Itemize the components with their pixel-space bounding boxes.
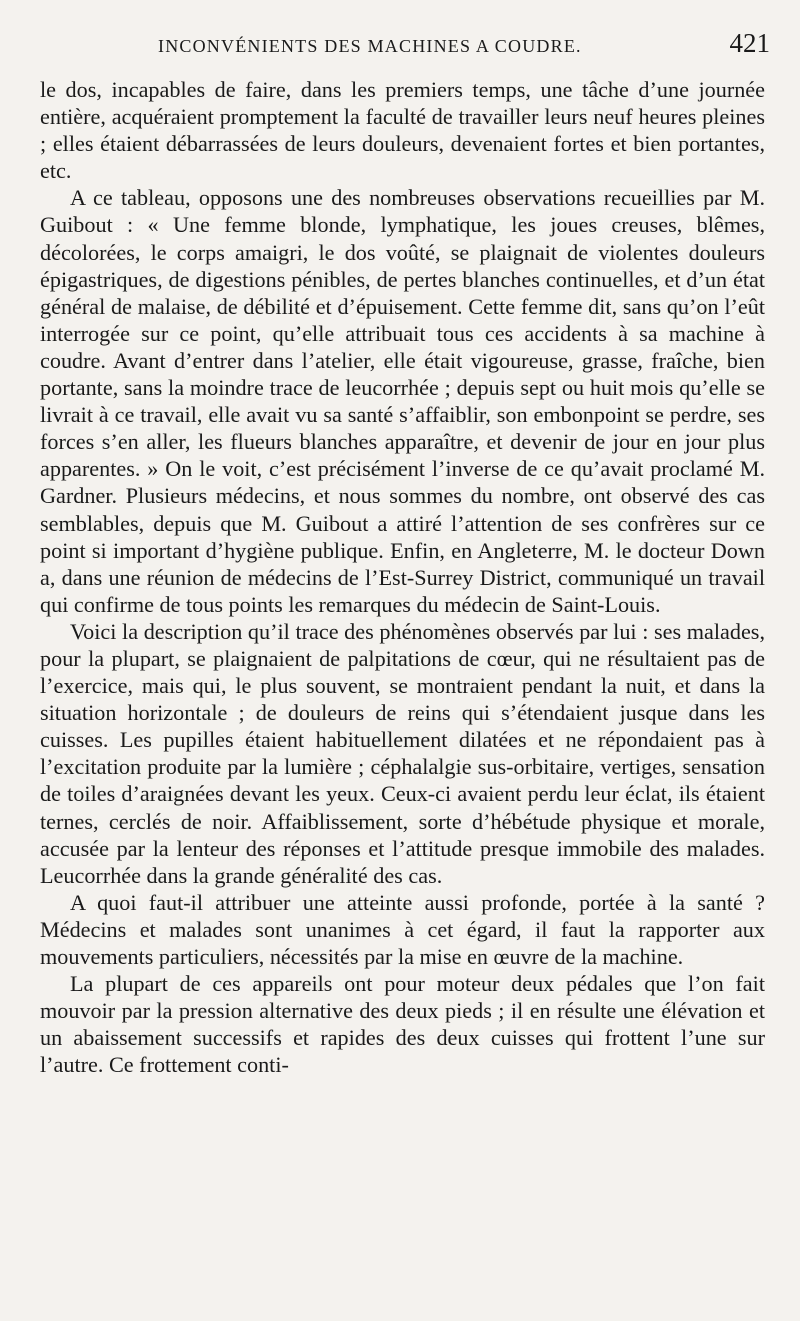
running-head: INCONVÉNIENTS DES MACHINES A COUDRE. bbox=[158, 36, 582, 56]
paragraph-symptoms: Voici la description qu’il trace des phénomènes observés par lui : ses malades, pour la plupart, se plaignaient de palpitations de cœur, qui ne résultaient pas de l’exercice, mais qui, le plus souvent, se montraient pendant la nuit, et dans la situation horizontale ; de douleurs de reins qui s’étendaient jusque dans les cuisses. Les pupilles étaient habituellement dilatées et ne répondaient pas à l’excitation produite par la lumière ; céphalalgie sus-orbitaire, vertiges, sensation de toiles d’araignées devant les yeux. Ceux-ci avaient perdu leur éclat, ils étaient ternes, cerclés de noir. Affaiblissement, sorte d’hébétude physique et morale, accusée par la lenteur des réponses et l’attitude presque immobile des malades. Leucorrhée dans la grande généralité des cas. bbox=[40, 618, 765, 888]
paragraph-pedals: La plupart de ces appareils ont pour moteur deux pédales que l’on fait mouvoir par la pression alternative des deux pieds ; il en résulte une élévation et un abaissement successifs et rapides des deux cuisses qui frottent l’une sur l’autre. Ce frottement conti- bbox=[40, 971, 765, 1078]
paragraph-cause: A quoi faut-il attribuer une atteinte aussi profonde, portée à la santé ? Médecins et malades sont unanimes à cet égard, il faut la rapporter aux mouvements particuliers, nécessités par la mise en œuvre de la machine. bbox=[40, 889, 765, 969]
paragraph-continued: le dos, incapables de faire, dans les premiers temps, une tâche d’une journée entière, acquéraient promptement la faculté de travailler leurs neuf heures pleines ; elles étaient débarrassées de leurs douleurs, devenaient fortes et bien portantes, etc. bbox=[40, 77, 765, 184]
body-text bbox=[40, 76, 765, 1078]
page-header bbox=[40, 28, 776, 68]
paragraph-guibout-observation: A ce tableau, opposons une des nombreuses observations recueillies par M. Guibout : « Une femme blonde, lymphatique, les joues creuses, blêmes, décolorées, le corps amaigri, le dos voûté, se plaignait de violentes douleurs épigastriques, de digestions pénibles, de pertes blanches continuelles, et d’un état général de malaise, de débilité et d’épuisement. Cette femme dit, sans qu’on l’eût interrogée sur ce point, qu’elle attribuait tous ces accidents à sa machine à coudre. Avant d’entrer dans l’atelier, elle était vigoureuse, grasse, fraîche, bien portante, sans la moindre trace de leucorrhée ; depuis sept ou huit mois qu’elle se livrait à ce travail, elle avait vu sa santé s’affaiblir, son embonpoint se perdre, ses forces s’en aller, les flueurs blanches apparaître, et devenir de jour en jour plus apparentes. » On le voit, c’est précisément l’inverse de ce qu’avait proclamé M. Gardner. Plusieurs médecins, et nous sommes du nombre, ont observé des cas semblables, depuis que M. Guibout a attiré l’attention de ses confrères sur ce point si important d’hygiène publique. Enfin, en Angleterre, M. le docteur Down a, dans une réunion de médecins de l’Est-Surrey District, communiqué un travail qui confirme de tous points les remarques du médecin de Saint-Louis. bbox=[40, 185, 765, 617]
page-number: 421 bbox=[729, 28, 770, 58]
